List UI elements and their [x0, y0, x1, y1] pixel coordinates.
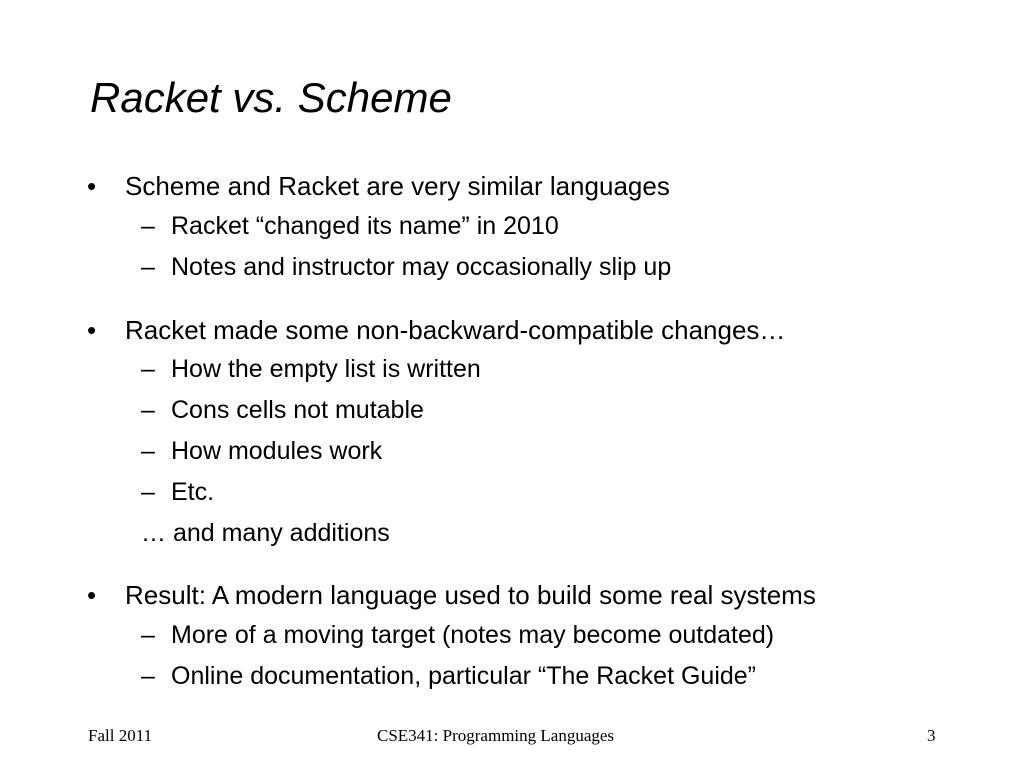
dash-marker: – — [141, 355, 155, 383]
bullet-3-sub-1-text: More of a moving target (notes may become outdated) — [171, 621, 775, 649]
dash-marker: – — [141, 621, 155, 649]
bullet-marker: • — [87, 580, 97, 610]
bullet-3-sub-2 — [141, 662, 757, 690]
dash-marker: – — [141, 396, 155, 424]
bullet-2-sub-3-text: How modules work — [171, 437, 383, 465]
bullet-1-sub-2 — [141, 253, 672, 281]
bullet-2-sub-4-text: Etc. — [171, 478, 215, 506]
bullet-2-extra — [141, 521, 390, 546]
bullet-3-text: Result: A modern language used to build some real systems — [125, 580, 816, 610]
dash-marker: – — [141, 662, 155, 690]
dash-marker: – — [141, 478, 155, 506]
bullet-2-sub-1 — [141, 355, 481, 383]
bullet-2-extra-text: … and many additions — [141, 519, 390, 547]
bullet-2-sub-3 — [141, 437, 383, 465]
bullet-2-sub-1-text: How the empty list is written — [171, 355, 481, 383]
bullet-2-text: Racket made some non-backward-compatible changes… — [125, 315, 786, 345]
footer-course: CSE341: Programming Languages — [377, 726, 615, 745]
slide-title: Racket vs. Scheme — [90, 74, 452, 121]
bullet-2-sub-2 — [141, 396, 424, 424]
footer-date: Fall 2011 — [88, 726, 153, 745]
bullet-3-sub-1 — [141, 621, 775, 649]
bullet-1-text: Scheme and Racket are very similar languages — [125, 171, 670, 201]
footer-page-number: 3 — [927, 726, 936, 745]
bullet-1-sub-1 — [141, 212, 559, 240]
bullet-marker: • — [87, 171, 97, 201]
dash-marker: – — [141, 212, 155, 240]
dash-marker: – — [141, 253, 155, 281]
bullet-marker: • — [87, 315, 97, 345]
bullet-3 — [87, 580, 816, 610]
bullet-2-sub-4 — [141, 478, 215, 506]
bullet-2 — [87, 315, 786, 345]
bullet-1-sub-2-text: Notes and instructor may occasionally slip up — [171, 253, 672, 281]
dash-marker: – — [141, 437, 155, 465]
bullet-1 — [87, 171, 670, 201]
bullet-2-sub-2-text: Cons cells not mutable — [171, 396, 424, 424]
bullet-1-sub-1-text: Racket “changed its name” in 2010 — [171, 212, 559, 240]
bullet-3-sub-2-text: Online documentation, particular “The Racket Guide” — [171, 662, 757, 690]
